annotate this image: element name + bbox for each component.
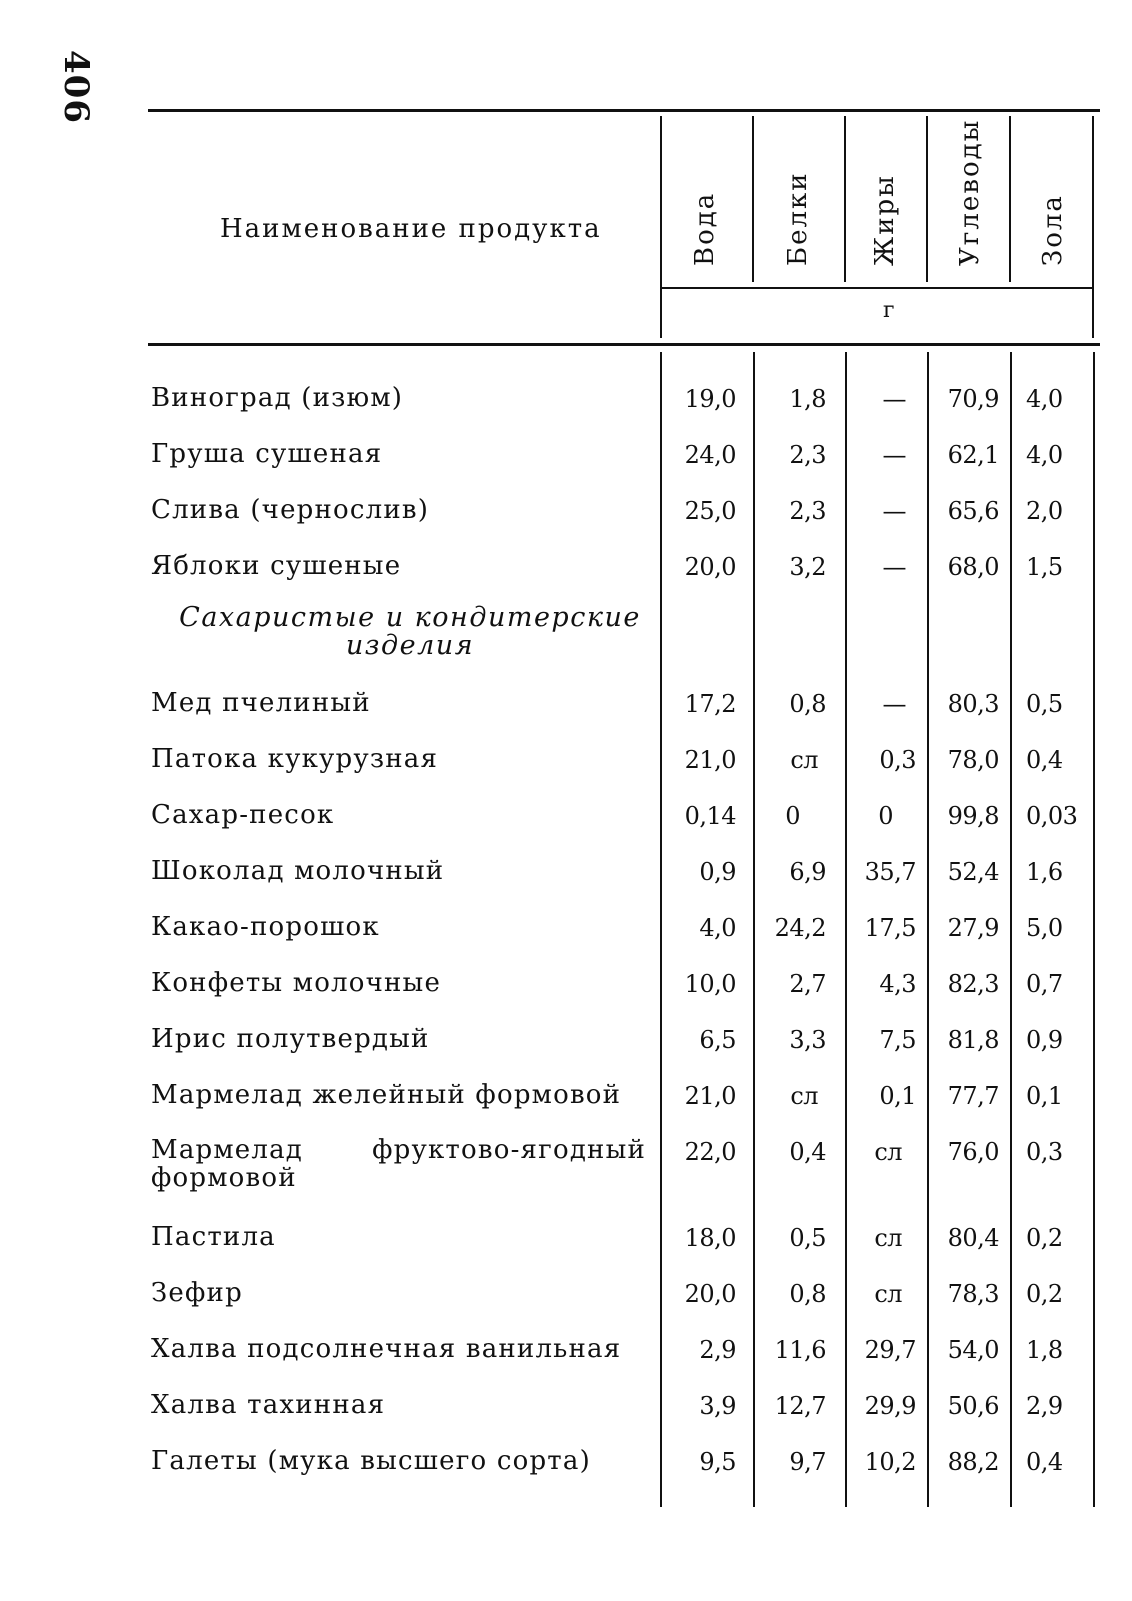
table-cell: 18,0 bbox=[684, 1224, 736, 1252]
table-cell: 54,0 bbox=[947, 1336, 999, 1364]
product-name: Виноград (изюм) bbox=[151, 383, 404, 413]
product-name: Мед пчелиный bbox=[151, 688, 371, 718]
product-name: Слива (чернослив) bbox=[151, 495, 430, 525]
table-cell: 9,5 bbox=[699, 1448, 736, 1476]
table-cell: — bbox=[882, 553, 906, 581]
col-header-carbs: Углеводы bbox=[955, 118, 985, 266]
table-cell: 0 bbox=[785, 802, 800, 830]
table-cell: 4,0 bbox=[1026, 385, 1063, 413]
table-cell: 68,0 bbox=[947, 553, 999, 581]
table-cell: 1,8 bbox=[1026, 1336, 1063, 1364]
header-divider bbox=[844, 116, 846, 282]
table-cell: 17,2 bbox=[684, 690, 736, 718]
table-cell: 2,3 bbox=[789, 441, 826, 469]
table-cell: сл bbox=[874, 1224, 902, 1252]
table-cell: 24,0 bbox=[684, 441, 736, 469]
table-cell: 0,7 bbox=[1026, 970, 1063, 998]
product-name: Пастила bbox=[151, 1222, 276, 1252]
table-cell: 77,7 bbox=[947, 1082, 999, 1110]
table-cell: 82,3 bbox=[947, 970, 999, 998]
table-cell: 0,14 bbox=[684, 802, 736, 830]
table-top-rule bbox=[148, 109, 1100, 112]
table-cell: 1,8 bbox=[789, 385, 826, 413]
table-cell: 88,2 bbox=[947, 1448, 999, 1476]
product-name: Халва подсолнечная ванильная bbox=[151, 1334, 622, 1364]
table-cell: 9,7 bbox=[789, 1448, 826, 1476]
table-cell: 12,7 bbox=[774, 1392, 826, 1420]
table-cell: 0,3 bbox=[1026, 1138, 1063, 1166]
table-cell: 4,0 bbox=[699, 914, 736, 942]
table-cell: 0,8 bbox=[789, 1280, 826, 1308]
table-cell: 4,3 bbox=[879, 970, 916, 998]
col-header-product-name: Наименование продукта bbox=[220, 214, 602, 244]
table-cell: 4,0 bbox=[1026, 441, 1063, 469]
table-cell: 62,1 bbox=[947, 441, 999, 469]
table-cell: — bbox=[882, 385, 906, 413]
table-cell: 35,7 bbox=[864, 858, 916, 886]
header-divider bbox=[926, 116, 928, 282]
header-divider bbox=[1009, 116, 1011, 282]
table-cell: 76,0 bbox=[947, 1138, 999, 1166]
header-bottom-rule bbox=[148, 343, 1100, 346]
product-name: Яблоки сушеные bbox=[151, 551, 402, 581]
table-cell: 24,2 bbox=[774, 914, 826, 942]
product-name: Шоколад молочный bbox=[151, 856, 445, 886]
table-cell: 10,2 bbox=[864, 1448, 916, 1476]
table-cell: 0,2 bbox=[1026, 1280, 1063, 1308]
table-cell: 3,9 bbox=[699, 1392, 736, 1420]
table-cell: 80,4 bbox=[947, 1224, 999, 1252]
table-cell: 1,5 bbox=[1026, 553, 1063, 581]
table-cell: 19,0 bbox=[684, 385, 736, 413]
table-cell: 0,9 bbox=[1026, 1026, 1063, 1054]
table-cell: сл bbox=[874, 1138, 902, 1166]
table-cell: — bbox=[882, 497, 906, 525]
table-cell: 0,2 bbox=[1026, 1224, 1063, 1252]
table-cell: 80,3 bbox=[947, 690, 999, 718]
table-cell: 0,1 bbox=[879, 1082, 916, 1110]
table-cell: 2,9 bbox=[699, 1336, 736, 1364]
table-cell: — bbox=[882, 690, 906, 718]
table-cell: 0,8 bbox=[789, 690, 826, 718]
product-name: Мармелад фруктово-ягодный формовой bbox=[151, 1135, 646, 1193]
product-name: Мармелад желейный формовой bbox=[151, 1080, 622, 1110]
section-heading: Сахаристые и кондитерские изделия bbox=[179, 602, 641, 661]
column-divider bbox=[1010, 352, 1012, 1507]
header-divider bbox=[660, 116, 662, 338]
product-name: Халва тахинная bbox=[151, 1390, 386, 1420]
column-divider bbox=[660, 352, 662, 1507]
product-name: Сахар-песок bbox=[151, 800, 335, 830]
table-cell: 2,9 bbox=[1026, 1392, 1063, 1420]
table-cell: сл bbox=[790, 1082, 818, 1110]
header-divider bbox=[1092, 116, 1094, 338]
column-divider bbox=[753, 352, 755, 1507]
product-name: Галеты (мука высшего сорта) bbox=[151, 1446, 591, 1476]
table-cell: 20,0 bbox=[684, 1280, 736, 1308]
table-cell: 0,3 bbox=[879, 746, 916, 774]
table-cell: 99,8 bbox=[947, 802, 999, 830]
product-name: Патока кукурузная bbox=[151, 744, 439, 774]
table-cell: 27,9 bbox=[947, 914, 999, 942]
table-cell: 3,3 bbox=[789, 1026, 826, 1054]
table-cell: 78,3 bbox=[947, 1280, 999, 1308]
product-name: Зефир bbox=[151, 1278, 243, 1308]
table-cell: 25,0 bbox=[684, 497, 736, 525]
table-cell: 0,5 bbox=[1026, 690, 1063, 718]
table-cell: 0,9 bbox=[699, 858, 736, 886]
product-name: Груша сушеная bbox=[151, 439, 383, 469]
table-cell: 81,8 bbox=[947, 1026, 999, 1054]
table-cell: 11,6 bbox=[774, 1336, 826, 1364]
product-name: Конфеты молочные bbox=[151, 968, 442, 998]
table-cell: 20,0 bbox=[684, 553, 736, 581]
table-cell: 0,4 bbox=[789, 1138, 826, 1166]
unit-label: г bbox=[883, 298, 895, 323]
table-cell: 2,0 bbox=[1026, 497, 1063, 525]
col-header-protein: Белки bbox=[783, 171, 813, 266]
table-cell: 2,7 bbox=[789, 970, 826, 998]
header-divider bbox=[752, 116, 754, 282]
column-divider bbox=[1093, 352, 1095, 1507]
column-divider bbox=[927, 352, 929, 1507]
table-cell: 6,9 bbox=[789, 858, 826, 886]
table-cell: 70,9 bbox=[947, 385, 999, 413]
table-cell: 1,6 bbox=[1026, 858, 1063, 886]
table-cell: 10,0 bbox=[684, 970, 736, 998]
table-cell: 0,4 bbox=[1026, 746, 1063, 774]
table-cell: — bbox=[882, 441, 906, 469]
table-cell: 0 bbox=[878, 802, 893, 830]
product-name: Какао-порошок bbox=[151, 912, 380, 942]
table-cell: 0,5 bbox=[789, 1224, 826, 1252]
product-name: Ирис полутвердый bbox=[151, 1024, 430, 1054]
col-header-ash: Зола bbox=[1038, 194, 1068, 266]
table-cell: 52,4 bbox=[947, 858, 999, 886]
table-cell: 21,0 bbox=[684, 746, 736, 774]
table-cell: 3,2 bbox=[789, 553, 826, 581]
col-header-water: Вода bbox=[690, 191, 720, 266]
table-cell: 78,0 bbox=[947, 746, 999, 774]
table-cell: 2,3 bbox=[789, 497, 826, 525]
table-cell: 0,03 bbox=[1026, 802, 1078, 830]
table-cell: 17,5 bbox=[864, 914, 916, 942]
table-cell: сл bbox=[790, 746, 818, 774]
page-number: 406 bbox=[56, 50, 96, 124]
table-cell: 22,0 bbox=[684, 1138, 736, 1166]
table-cell: 65,6 bbox=[947, 497, 999, 525]
table-cell: 6,5 bbox=[699, 1026, 736, 1054]
column-divider bbox=[845, 352, 847, 1507]
unit-rule bbox=[660, 287, 1092, 289]
table-cell: 5,0 bbox=[1026, 914, 1063, 942]
table-cell: сл bbox=[874, 1280, 902, 1308]
table-cell: 0,4 bbox=[1026, 1448, 1063, 1476]
table-cell: 0,1 bbox=[1026, 1082, 1063, 1110]
table-cell: 7,5 bbox=[879, 1026, 916, 1054]
table-cell: 29,7 bbox=[864, 1336, 916, 1364]
table-cell: 50,6 bbox=[947, 1392, 999, 1420]
table-cell: 21,0 bbox=[684, 1082, 736, 1110]
col-header-fat: Жиры bbox=[870, 174, 900, 266]
table-cell: 29,9 bbox=[864, 1392, 916, 1420]
